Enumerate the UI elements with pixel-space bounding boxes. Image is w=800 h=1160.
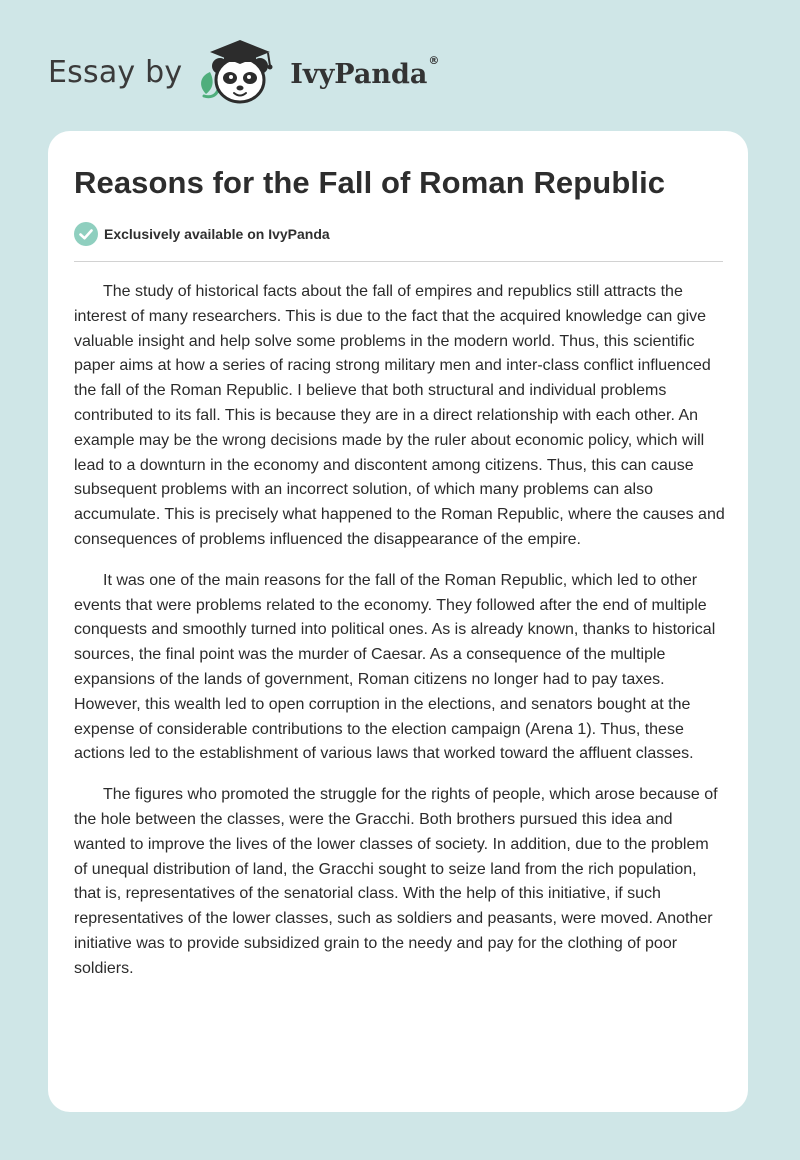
panda-graduate-icon	[194, 36, 286, 108]
exclusive-label: Exclusively available on IvyPanda	[104, 226, 330, 242]
brand-prefix: Essay by	[48, 54, 183, 90]
essay-body	[74, 280, 726, 998]
divider	[74, 261, 723, 262]
essay-paragraph: The study of historical facts about the fall of empires and republics still attracts the interest of many researchers. This is due to the fact that the acquired knowledge can give valuable insight and help solve some problems in the modern world. Thus, this scientific paper aims at how a series of racing strong military men and inter-class conflict influenced the fall of the Roman Republic. I believe that both structural and individual problems contributed to its fall. This is because they are in a direct relationship with each other. An example may be the wrong decisions made by the ruler about economic policy, which will lead to a downturn in the economy and discontent among citizens. Thus, this can cause subsequent problems with an incorrect solution, of which many problems can also accumulate. This is precisely what happened to the Roman Republic, where the causes and consequences of problems influenced the disappearance of the empire.	[74, 283, 725, 548]
page-title: Reasons for the Fall of Roman Republic	[74, 165, 666, 200]
essay-paragraph: The figures who promoted the struggle for the rights of people, which arose because of the hole between the classes, were the Gracchi. Both brothers pursued this idea and wanted to improve the lives of the lower classes of society. In addition, due to the problem of unequal distribution of land, the Gracchi sought to seize land from the rich population, that is, representatives of the senatorial class. With the help of this initiative, if such representatives of the lower classes, such as soldiers and peasants, were moved. Another initiative was to provide subsidized grain to the needy and pay for the clothing of poor soldiers.	[74, 786, 718, 977]
registered-mark: ®	[428, 53, 440, 67]
exclusive-badge	[74, 222, 330, 246]
check-circle-icon	[74, 222, 98, 246]
site-brand[interactable]	[48, 36, 439, 108]
essay-card	[48, 131, 748, 1112]
brand-name: IvyPanda	[290, 58, 428, 90]
essay-paragraph: It was one of the main reasons for the fall of the Roman Republic, which led to other events that were problems related to the economy. They followed after the end of multiple conquests and smoothly turned into political ones. As is already known, thanks to historical sources, the final point was the murder of Caesar. As a consequence of the multiple expansions of the lands of government, Roman citizens no longer had to pay taxes. However, this wealth led to open corruption in the elections, and senators bought at the expense of considerable contributions to the election campaign (Arena 1). Thus, these actions led to the establishment of various laws that worked toward the affluent classes.	[74, 571, 716, 763]
